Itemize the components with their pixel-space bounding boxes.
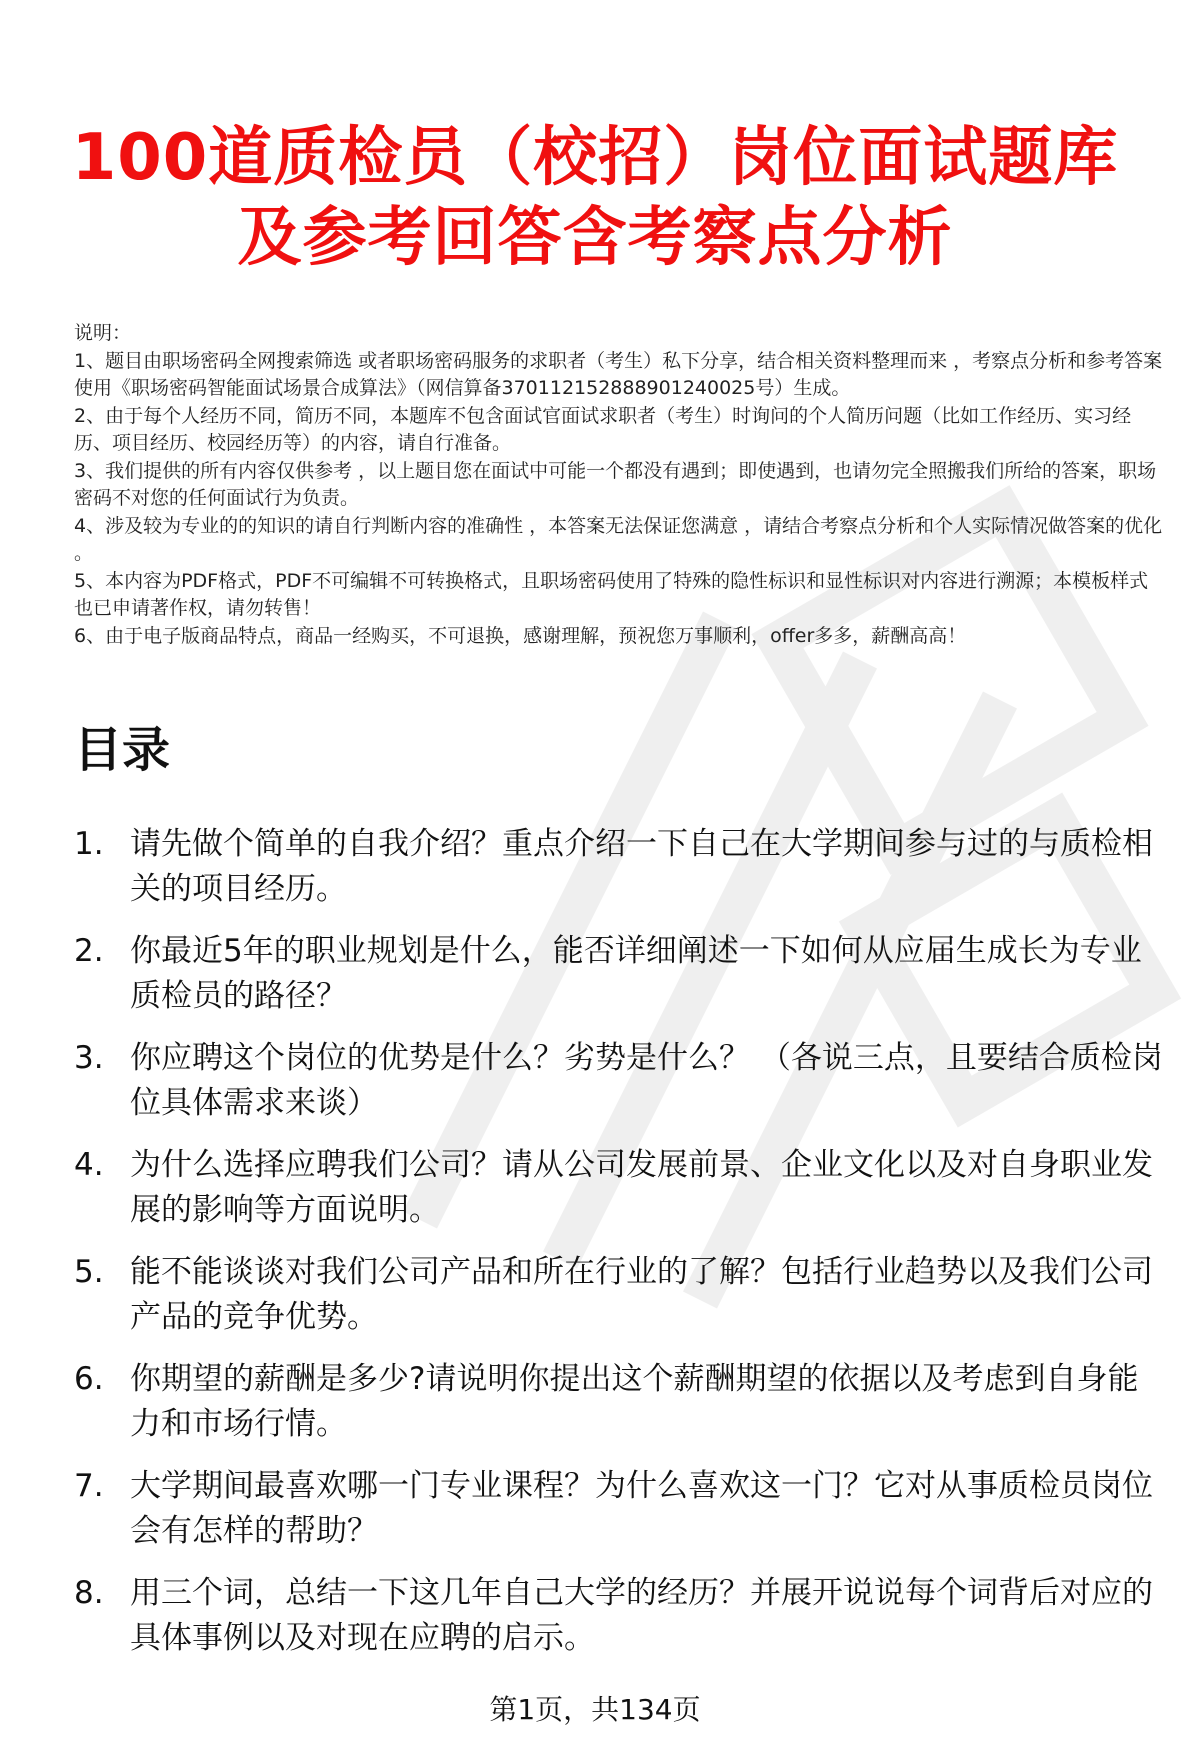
instructions-heading: 说明： xyxy=(74,322,132,344)
title-line-2: 及参考回答含考察点分析 xyxy=(237,201,953,275)
toc-item-text: 请先做个简单的自我介绍？重点介绍一下自己在大学期间参与过的与质检相关的项目经历。 xyxy=(130,826,1153,907)
toc-item[interactable] xyxy=(74,1036,1174,1126)
toc-item-text: 你应聘这个岗位的优势是什么？劣势是什么？ （各说三点，且要结合质检岗位具体需求来谈） xyxy=(130,1040,1163,1121)
page-number: 第1页，共134页 xyxy=(489,1693,701,1726)
toc-item[interactable] xyxy=(74,1571,1174,1661)
toc-item-number: 1. xyxy=(74,826,104,862)
instruction-item: 5、本内容为PDF格式，PDF不可编辑不可转换格式，且职场密码使用了特殊的隐性标识和显性标识对内容进行溯源；本模板样式也已申请著作权，请勿转售！ xyxy=(74,569,1149,619)
instruction-item: 2、由于每个人经历不同，简历不同，本题库不包含面试官面试求职者（考生）时询问的个人简历问题（比如工作经历、实习经历、项目经历、校园经历等）的内容，请自行准备。 xyxy=(74,404,1132,454)
toc-item[interactable] xyxy=(74,822,1174,912)
instruction-item: 3、我们提供的所有内容仅供参考 ，以上题目您在面试中可能一个都没有遇到；即使遇到，也请勿完全照搬我们所给的答案，职场密码不对您的任何面试行为负责。 xyxy=(74,459,1157,509)
toc-item-number: 4. xyxy=(74,1147,104,1183)
toc-heading: 目录 xyxy=(74,722,171,778)
title-line-1: 100道质检员（校招）岗位面试题库 xyxy=(71,121,1119,195)
toc-item-number: 5. xyxy=(74,1254,104,1290)
instruction-item: 6、由于电子版商品特点，商品一经购买，不可退换，感谢理解，预祝您万事顺利，offer多多，薪酬高高！ xyxy=(74,624,967,647)
toc-item-text: 用三个词，总结一下这几年自己大学的经历？并展开说说每个词背后对应的具体事例以及对现在应聘的启示。 xyxy=(130,1575,1153,1656)
toc-item-number: 2. xyxy=(74,933,104,969)
instructions-section xyxy=(74,320,1164,650)
toc-item[interactable] xyxy=(74,1464,1174,1554)
document-title xyxy=(0,118,1190,278)
toc-item-number: 7. xyxy=(74,1468,104,1504)
toc-item-text: 能不能谈谈对我们公司产品和所在行业的了解？包括行业趋势以及我们公司产品的竞争优势。 xyxy=(130,1254,1153,1335)
instruction-item: 1、题目由职场密码全网搜索筛选 或者职场密码服务的求职者（考生）私下分享，结合相关资料整理而来 ，考察点分析和参考答案使用《职场密码智能面试场景合成算法》（网信算备370112152888901240025号）生成。 xyxy=(74,349,1163,399)
toc-item[interactable] xyxy=(74,1250,1174,1340)
toc-item-number: 8. xyxy=(74,1575,104,1611)
toc-item[interactable] xyxy=(74,929,1174,1019)
toc-item-number: 6. xyxy=(74,1361,104,1397)
toc-item-text: 大学期间最喜欢哪一门专业课程？为什么喜欢这一门？它对从事质检员岗位会有怎样的帮助？ xyxy=(130,1468,1153,1549)
toc-item-number: 3. xyxy=(74,1040,104,1076)
toc-item-text: 为什么选择应聘我们公司？请从公司发展前景、企业文化以及对自身职业发展的影响等方面说明。 xyxy=(130,1147,1153,1228)
toc-item-text: 你期望的薪酬是多少?请说明你提出这个薪酬期望的依据以及考虑到自身能力和市场行情。 xyxy=(130,1361,1139,1442)
toc-item[interactable] xyxy=(74,1143,1174,1233)
instruction-item: 4、涉及较为专业的的知识的请自行判断内容的准确性 ，本答案无法保证您满意 ，请结合考察点分析和个人实际情况做答案的优化 。 xyxy=(74,514,1163,564)
toc-list xyxy=(74,822,1174,1678)
toc-item[interactable] xyxy=(74,1357,1174,1447)
toc-item-text: 你最近5年的职业规划是什么，能否详细阐述一下如何从应届生成长为专业质检员的路径？ xyxy=(130,933,1142,1014)
